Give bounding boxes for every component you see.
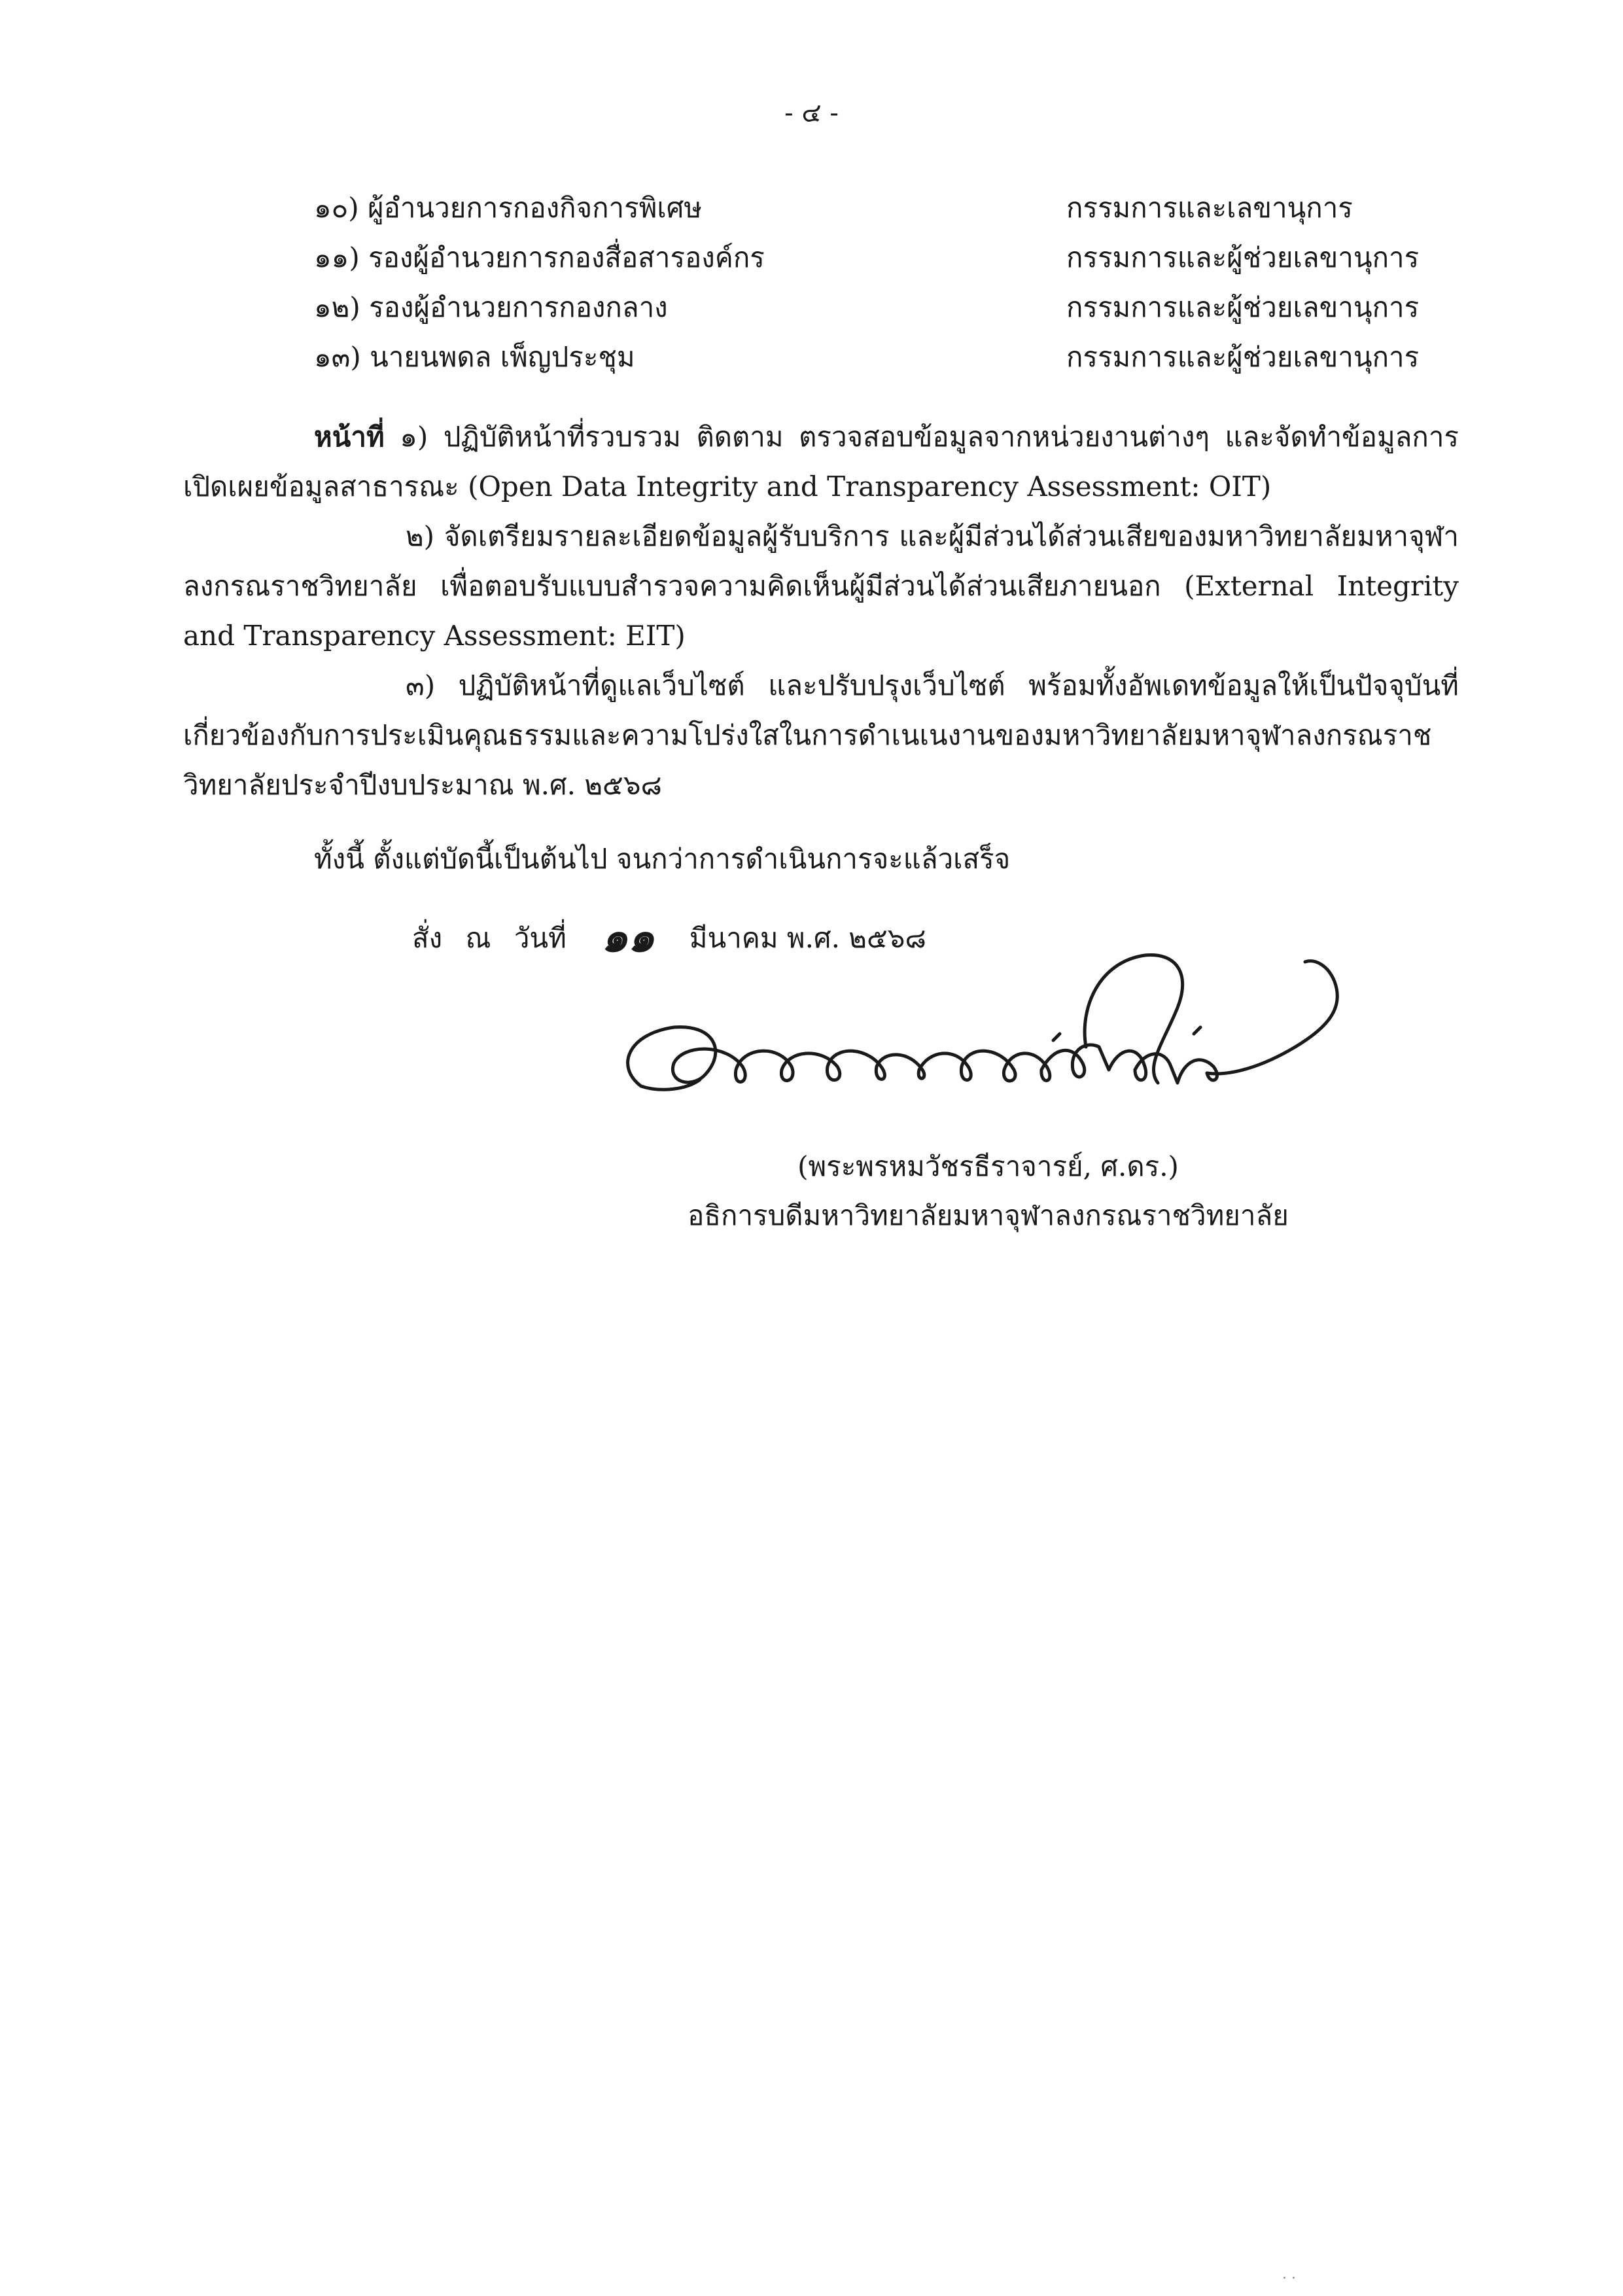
duty-text-1: ๑) ปฏิบัติหน้าที่รวบรวม ติดตาม ตรวจสอบข้อมูลจากหน่วยงานต่างๆ และจัดทำข้อมูลการเปิดเผยข้อมูลสาธารณะ (Open Data Integrity and Transparency Assessment: OIT) <box>183 421 1459 503</box>
member-name: ๑๐) ผู้อำนวยการกองกิจการพิเศษ <box>314 192 703 224</box>
member-row <box>314 183 1465 233</box>
member-name: ๑๓) นายนพดล เพ็ญประชุม <box>314 341 635 373</box>
signatory-position: อธิการบดีมหาวิทยาลัยมหาจุฬาลงกรณราชวิทยาลัย <box>688 1199 1289 1231</box>
page-number: - ๔ - <box>784 98 839 128</box>
member-row <box>314 332 1465 382</box>
effective-statement: ทั้งนี้ ตั้งแต่บัดนี้เป็นต้นไป จนกว่าการดำเนินการจะแล้วเสร็จ <box>314 843 1011 875</box>
duty-item-1 <box>183 412 1459 512</box>
duties-section <box>183 412 1459 810</box>
committee-member-list <box>314 183 1465 382</box>
member-name: ๑๑) รองผู้อำนวยการกองสื่อสารองค์กร <box>314 241 765 274</box>
date-prefix: สั่ง <box>412 922 443 954</box>
member-role: กรรมการและผู้ช่วยเลขานุการ <box>1066 341 1420 373</box>
date-at: ณ <box>465 922 491 954</box>
member-role: กรรมการและเลขานุการ <box>1066 192 1353 224</box>
date-day-handwritten: ๑๑ <box>601 913 655 962</box>
signature-image <box>602 936 1374 1145</box>
footer-mark: · · <box>1282 2270 1296 2287</box>
member-name: ๑๒) รองผู้อำนวยการกองกลาง <box>314 291 668 323</box>
duties-label: หน้าที่ <box>314 421 385 453</box>
signatory-name: (พระพรหมวัชรธีราจารย์, ศ.ดร.) <box>797 1150 1179 1182</box>
member-role: กรรมการและผู้ช่วยเลขานุการ <box>1066 241 1420 274</box>
duty-item-3: ๓) ปฏิบัติหน้าที่ดูแลเว็บไซต์ และปรับปรุงเว็บไซต์ พร้อมทั้งอัพเดทข้อมูลให้เป็นปัจจุบันที่เกี่ยวข้องกับการประเมินคุณธรรมและความโปร่งใสในการดำเนเนงานของมหาวิทยาลัยมหาจุฬาลงกรณราชวิทยาลัยประจำปีงบประมาณ พ.ศ. ๒๕๖๘ <box>183 669 1459 801</box>
member-row <box>314 233 1465 283</box>
member-row <box>314 283 1465 332</box>
member-role: กรรมการและผู้ช่วยเลขานุการ <box>1066 291 1420 323</box>
date-day-label: วันที่ <box>514 922 567 954</box>
date-month-year: มีนาคม พ.ศ. ๒๕๖๘ <box>689 922 926 954</box>
duty-item-2: ๒) จัดเตรียมรายละเอียดข้อมูลผู้รับบริการ และผู้มีส่วนได้ส่วนเสียของมหาวิทยาลัยมหาจุฬาลงกรณราชวิทยาลัย เพื่อตอบรับแบบสำรวจความคิดเห็นผู้มีส่วนได้ส่วนเสียภายนอก (External Integrity and Transparency Assessment: EIT) <box>183 520 1459 652</box>
